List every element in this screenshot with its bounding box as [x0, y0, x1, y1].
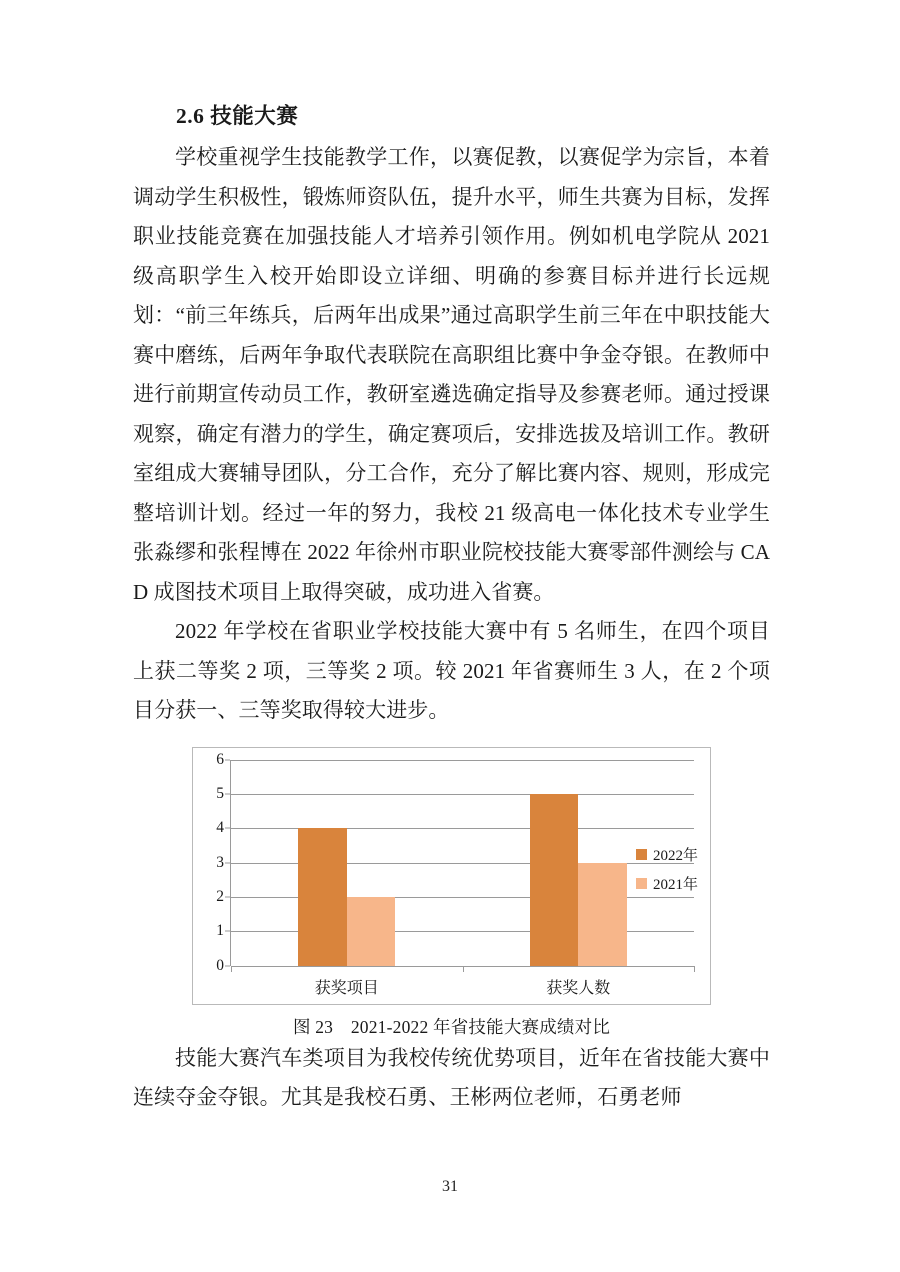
x-axis-tick	[463, 966, 464, 972]
bar-group	[298, 760, 395, 966]
section-heading: 2.6 技能大赛	[176, 104, 299, 128]
y-axis-label: 6	[216, 750, 224, 768]
y-axis-tick	[225, 759, 230, 760]
chart-bars	[231, 760, 694, 997]
body-paragraph-2: 2022 年学校在省职业学校技能大赛中有 5 名师生，在四个项目上获二等奖 2 项，三等奖 2 项。较 2021 年省赛师生 3 人，在 2 个项目分获一、三等奖取得较大进步。	[133, 619, 770, 723]
body-paragraph-1: 学校重视学生技能教学工作，以赛促教，以赛促学为宗旨，本着调动学生积极性，锻炼师资队伍，提升水平，师生共赛为目标，发挥职业技能竞赛在加强技能人才培养引领作用。例如机电学院从 2021 级高职学生入校开始即设立详细、明确的参赛目标并进行长远规划：“前三年练兵，后两年出成果”通过高职学生前三年在中职技能大赛中磨练，后两年争取代表联院在高职组比赛中争金夺银。在教师中进行前期宣传动员工作，教研室遴选确定指导及参赛老师。通过授课观察，确定有潜力的学生，确定赛项后，安排选拔及培训工作。教研室组成大赛辅导团队，分工合作，充分了解比赛内容、规则，形成完整培训计划。经过一年的努力，我校 21 级高电一体化技术专业学生张淼缪和张程博在 2022 年徐州市职业院校技能大赛零部件测绘与 CAD 成图技术项目上取得突破，成功进入省赛。	[133, 145, 770, 604]
y-axis-tick	[225, 931, 230, 932]
x-axis-category-label: 获奖人数	[546, 979, 611, 997]
y-axis-label: 1	[216, 922, 224, 940]
bar	[298, 828, 347, 965]
page-content	[133, 100, 770, 1118]
bar	[530, 794, 579, 966]
legend-item	[636, 873, 698, 894]
bar-group	[530, 760, 627, 966]
x-axis-tick	[231, 966, 232, 972]
legend-item	[636, 844, 698, 865]
y-axis-label: 5	[216, 785, 224, 803]
y-axis-tick	[225, 965, 230, 966]
legend-swatch	[636, 878, 647, 889]
bar	[347, 897, 396, 966]
y-axis-tick	[225, 897, 230, 898]
y-axis-label: 3	[216, 853, 224, 871]
y-axis-label: 0	[216, 956, 224, 974]
page-number: 31	[442, 1178, 458, 1195]
body-paragraph-3: 技能大赛汽车类项目为我校传统优势项目，近年在省技能大赛中连续夺金夺银。尤其是我校石勇、王彬两位老师，石勇老师	[133, 1045, 770, 1110]
y-axis-tick	[225, 828, 230, 829]
y-axis-tick	[225, 794, 230, 795]
legend-label: 2022年	[652, 847, 698, 864]
x-axis-category-label: 获奖项目	[314, 979, 379, 997]
chart-plot-area	[216, 750, 694, 997]
legend-swatch	[636, 849, 647, 860]
y-axis-label: 4	[216, 819, 224, 837]
figure-caption: 图 23 2021-2022 年省技能大赛成绩对比	[292, 1016, 611, 1037]
bar	[578, 863, 627, 966]
bar-chart	[192, 747, 711, 1005]
chart-legend	[636, 844, 698, 894]
y-axis-label: 2	[216, 888, 224, 906]
figure-23	[133, 747, 770, 1039]
x-axis-tick	[694, 966, 695, 972]
legend-label: 2021年	[652, 876, 698, 893]
y-axis-tick	[225, 862, 230, 863]
